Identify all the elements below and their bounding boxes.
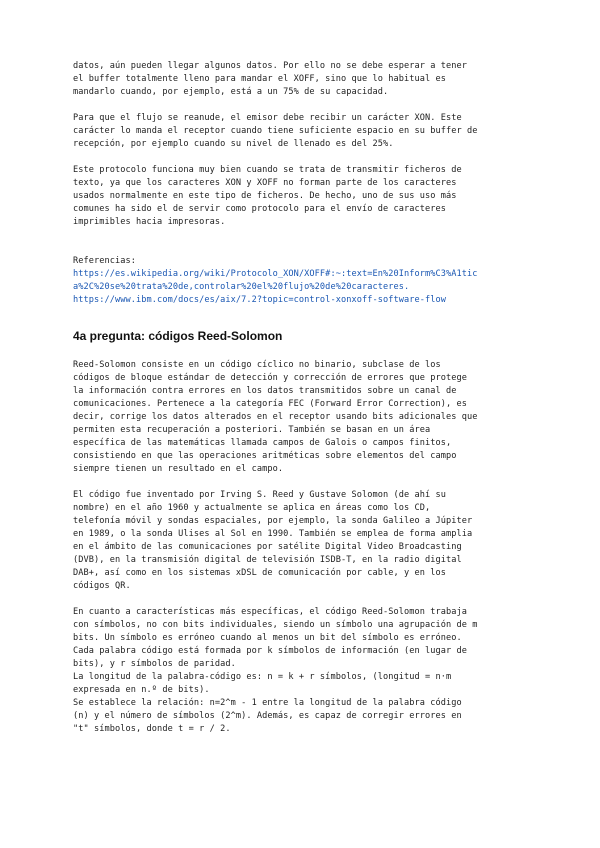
section-heading-reed-solomon: 4a pregunta: códigos Reed-Solomon	[73, 329, 283, 343]
document-page	[73, 60, 528, 736]
reference-link-wikipedia[interactable]: https://es.wikipedia.org/wiki/Protocolo_XON/XOFF#:~:text=En%20Inform%C3%A1tic a%2C%20se%20trata%20de,controlar%20el%20flujo%20de%20caracteres.	[73, 269, 478, 292]
paragraph-reed-solomon-history: El código fue inventado por Irving S. Reed y Gustave Solomon (de ahí su nombre) en el año 1960 y actualmente se aplica en áreas como los CD, telefonía móvil y sondas espaciales, por ejemplo, la sonda Galileo a Júpiter en 1989, o la sonda Ulises al Sol en 1990. También se emplea de forma amplia en el ámbito de las comunicaciones por satélite Digital Video Broadcasting (DVB), en la transmisión digital de televisión ISDB-T, en la radio digital DAB+, así como en los sistemas xDSL de comunicación por cable, y en los códigos QR.	[73, 490, 473, 591]
paragraph-reed-solomon-characteristics: En cuanto a características más específicas, el código Reed-Solomon trabaja con símbolos, no con bits individuales, siendo un símbolo una agrupación de m bits. Un símbolo es erróneo cuando al menos un bit del símbolo es erróneo. Cada palabra código está formada por k símbolos de información (en lugar de bits), y r símbolos de paridad. La longitud de la palabra-código es: n = k + r símbolos, (longitud = n·m expresada en n.º de bits). Se establece la relación: n=2^m - 1 entre la longitud de la palabra código (n) y el número de símbolos (2^m). Además, es capaz de corregir errores en "t" símbolos, donde t = r / 2.	[73, 607, 478, 734]
references-label: Referencias:	[73, 256, 137, 266]
reference-link-ibm[interactable]: https://www.ibm.com/docs/es/aix/7.2?topic=control-xonxoff-software-flow	[73, 295, 447, 305]
paragraph-xon-resume: Para que el flujo se reanude, el emisor debe recibir un carácter XON. Este carácter lo manda el receptor cuando tiene suficiente espacio en su buffer de recepción, por ejemplo cuando su nivel de llenado es del 25%.	[73, 113, 478, 149]
paragraph-reed-solomon-definition: Reed-Solomon consiste en un código cíclico no binario, subclase de los códigos de bloque estándar de detección y corrección de errores que protege la información contra errores en los datos transmitidos sobre un canal de comunicaciones. Pertenece a la categoría FEC (Forward Error Correction), es decir, corrige los datos alterados en el receptor usando bits adicionales que permiten esta recuperación a posteriori. También se basan en un área específica de las matemáticas llamada campos de Galois o campos finitos, consistiendo en que las operaciones aritméticas sobre elementos del campo siempre tienen un resultado en el campo.	[73, 360, 478, 474]
paragraph-protocol-usage: Este protocolo funciona muy bien cuando se trata de transmitir ficheros de texto, ya que los caracteres XON y XOFF no forman parte de los caracteres usados normalmente en este tipo de ficheros. De hecho, uno de sus uso más comunes ha sido el de servir como protocolo para el envío de caracteres imprimibles hacia impresoras.	[73, 165, 462, 227]
paragraph-xoff-threshold: datos, aún pueden llegar algunos datos. Por ello no se debe esperar a tener el buffer totalmente lleno para mandar el XOFF, sino que lo habitual es mandarlo cuando, por ejemplo, está a un 75% de su capacidad.	[73, 61, 468, 97]
references-block	[73, 255, 528, 307]
